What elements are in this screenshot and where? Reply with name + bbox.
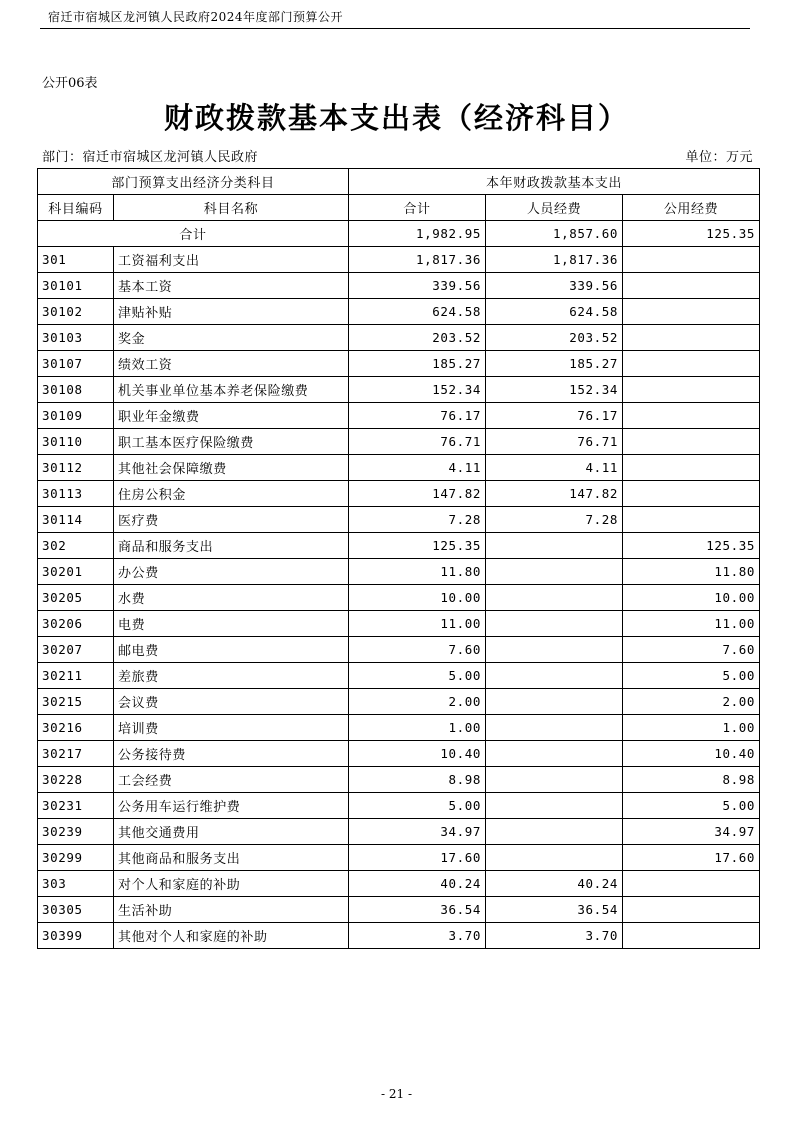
group-header-classification: 部门预算支出经济分类科目 [38,169,349,195]
table-code-label: 公开06表 [42,76,98,91]
row-total: 36.54 [349,897,486,923]
table-row [38,351,760,377]
group-header-expenditure: 本年财政拨款基本支出 [349,169,760,195]
total-label: 合计 [38,221,349,247]
row-code: 30103 [38,325,114,351]
row-total: 147.82 [349,481,486,507]
table-row [38,637,760,663]
table-row [38,689,760,715]
table-row [38,299,760,325]
row-code: 30102 [38,299,114,325]
row-total: 34.97 [349,819,486,845]
unit-label: 单位：万元 [685,150,753,165]
row-public [623,403,760,429]
row-code: 30112 [38,455,114,481]
table-row [38,481,760,507]
total-value-personnel: 1,857.60 [486,221,623,247]
row-total: 7.28 [349,507,486,533]
row-code: 30228 [38,767,114,793]
row-total: 10.00 [349,585,486,611]
row-name: 培训费 [114,715,349,741]
group-header-row [38,169,760,195]
row-name: 其他社会保障缴费 [114,455,349,481]
row-public [623,325,760,351]
row-total: 17.60 [349,845,486,871]
row-personnel [486,637,623,663]
row-name: 其他对个人和家庭的补助 [114,923,349,949]
row-public: 5.00 [623,663,760,689]
table-row [38,611,760,637]
row-name: 会议费 [114,689,349,715]
table-row [38,325,760,351]
row-code: 30107 [38,351,114,377]
row-personnel [486,715,623,741]
row-name: 公务用车运行维护费 [114,793,349,819]
column-header-public: 公用经费 [623,195,760,221]
row-code: 30216 [38,715,114,741]
row-total: 624.58 [349,299,486,325]
row-personnel: 1,817.36 [486,247,623,273]
table-row [38,923,760,949]
row-personnel [486,819,623,845]
row-personnel [486,559,623,585]
row-personnel: 4.11 [486,455,623,481]
budget-table [37,168,760,949]
row-total: 1,817.36 [349,247,486,273]
row-public: 8.98 [623,767,760,793]
row-code: 302 [38,533,114,559]
row-total: 203.52 [349,325,486,351]
row-name: 水费 [114,585,349,611]
row-personnel: 203.52 [486,325,623,351]
row-personnel [486,741,623,767]
row-personnel: 76.17 [486,403,623,429]
row-name: 其他交通费用 [114,819,349,845]
row-name: 邮电费 [114,637,349,663]
row-code: 30215 [38,689,114,715]
total-value-public: 125.35 [623,221,760,247]
row-total: 339.56 [349,273,486,299]
row-code: 30101 [38,273,114,299]
row-name: 职业年金缴费 [114,403,349,429]
row-public [623,923,760,949]
column-header-code: 科目编码 [38,195,114,221]
row-personnel: 152.34 [486,377,623,403]
row-total: 152.34 [349,377,486,403]
row-personnel: 185.27 [486,351,623,377]
total-row [38,221,760,247]
row-public [623,871,760,897]
row-name: 其他商品和服务支出 [114,845,349,871]
row-personnel [486,845,623,871]
row-name: 基本工资 [114,273,349,299]
row-total: 3.70 [349,923,486,949]
row-public [623,247,760,273]
table-row [38,845,760,871]
row-total: 125.35 [349,533,486,559]
row-total: 40.24 [349,871,486,897]
row-code: 30239 [38,819,114,845]
table-row [38,429,760,455]
row-name: 生活补助 [114,897,349,923]
row-name: 职工基本医疗保险缴费 [114,429,349,455]
table-row [38,663,760,689]
row-code: 30201 [38,559,114,585]
row-code: 30114 [38,507,114,533]
row-public [623,897,760,923]
row-personnel [486,585,623,611]
table-row [38,715,760,741]
row-personnel [486,689,623,715]
row-public: 2.00 [623,689,760,715]
row-name: 津贴补贴 [114,299,349,325]
row-personnel: 624.58 [486,299,623,325]
row-total: 5.00 [349,663,486,689]
row-name: 住房公积金 [114,481,349,507]
row-name: 电费 [114,611,349,637]
table-row [38,585,760,611]
table-row [38,897,760,923]
row-code: 303 [38,871,114,897]
row-name: 对个人和家庭的补助 [114,871,349,897]
row-personnel: 339.56 [486,273,623,299]
table-row [38,273,760,299]
row-name: 医疗费 [114,507,349,533]
table-row [38,767,760,793]
row-public [623,299,760,325]
column-header-row [38,195,760,221]
table-row [38,793,760,819]
row-code: 30231 [38,793,114,819]
row-name: 工会经费 [114,767,349,793]
row-code: 30299 [38,845,114,871]
table-row [38,247,760,273]
row-total: 11.00 [349,611,486,637]
row-public: 10.00 [623,585,760,611]
table-row [38,507,760,533]
row-total: 1.00 [349,715,486,741]
row-code: 301 [38,247,114,273]
column-header-name: 科目名称 [114,195,349,221]
table-row [38,559,760,585]
row-public: 10.40 [623,741,760,767]
row-name: 奖金 [114,325,349,351]
table-row [38,871,760,897]
row-public: 17.60 [623,845,760,871]
row-public [623,377,760,403]
row-name: 机关事业单位基本养老保险缴费 [114,377,349,403]
row-personnel: 76.71 [486,429,623,455]
row-name: 办公费 [114,559,349,585]
row-public: 1.00 [623,715,760,741]
row-public [623,481,760,507]
row-code: 30110 [38,429,114,455]
row-total: 8.98 [349,767,486,793]
row-total: 11.80 [349,559,486,585]
row-public [623,455,760,481]
row-personnel: 147.82 [486,481,623,507]
row-public: 11.80 [623,559,760,585]
row-name: 商品和服务支出 [114,533,349,559]
row-personnel: 40.24 [486,871,623,897]
row-code: 30205 [38,585,114,611]
row-total: 4.11 [349,455,486,481]
row-code: 30211 [38,663,114,689]
row-name: 工资福利支出 [114,247,349,273]
row-total: 76.71 [349,429,486,455]
running-header: 宿迁市宿城区龙河镇人民政府2024年度部门预算公开 [48,10,344,24]
table-row [38,377,760,403]
table-row [38,533,760,559]
table-row [38,819,760,845]
row-public: 34.97 [623,819,760,845]
row-total: 10.40 [349,741,486,767]
row-total: 185.27 [349,351,486,377]
row-code: 30399 [38,923,114,949]
row-personnel [486,793,623,819]
row-total: 76.17 [349,403,486,429]
column-header-personnel: 人员经费 [486,195,623,221]
row-name: 差旅费 [114,663,349,689]
row-total: 2.00 [349,689,486,715]
row-public: 5.00 [623,793,760,819]
row-name: 公务接待费 [114,741,349,767]
table-row [38,403,760,429]
row-total: 7.60 [349,637,486,663]
row-total: 5.00 [349,793,486,819]
row-code: 30207 [38,637,114,663]
row-code: 30206 [38,611,114,637]
row-code: 30109 [38,403,114,429]
row-personnel: 36.54 [486,897,623,923]
row-public: 125.35 [623,533,760,559]
header-rule [40,28,750,29]
column-header-total: 合计 [349,195,486,221]
row-name: 绩效工资 [114,351,349,377]
row-public: 11.00 [623,611,760,637]
department-label: 部门：宿迁市宿城区龙河镇人民政府 [42,150,259,165]
row-personnel [486,663,623,689]
row-public [623,273,760,299]
row-public [623,351,760,377]
row-code: 30108 [38,377,114,403]
row-personnel [486,767,623,793]
row-personnel [486,533,623,559]
row-code: 30305 [38,897,114,923]
row-personnel [486,611,623,637]
table-row [38,455,760,481]
row-public [623,429,760,455]
page-number: - 21 - [380,1087,412,1101]
row-code: 30113 [38,481,114,507]
row-public: 7.60 [623,637,760,663]
document-title: 财政拨款基本支出表（经济科目） [163,101,629,135]
table-row [38,741,760,767]
row-code: 30217 [38,741,114,767]
row-personnel: 7.28 [486,507,623,533]
total-value-total: 1,982.95 [349,221,486,247]
row-personnel: 3.70 [486,923,623,949]
row-public [623,507,760,533]
